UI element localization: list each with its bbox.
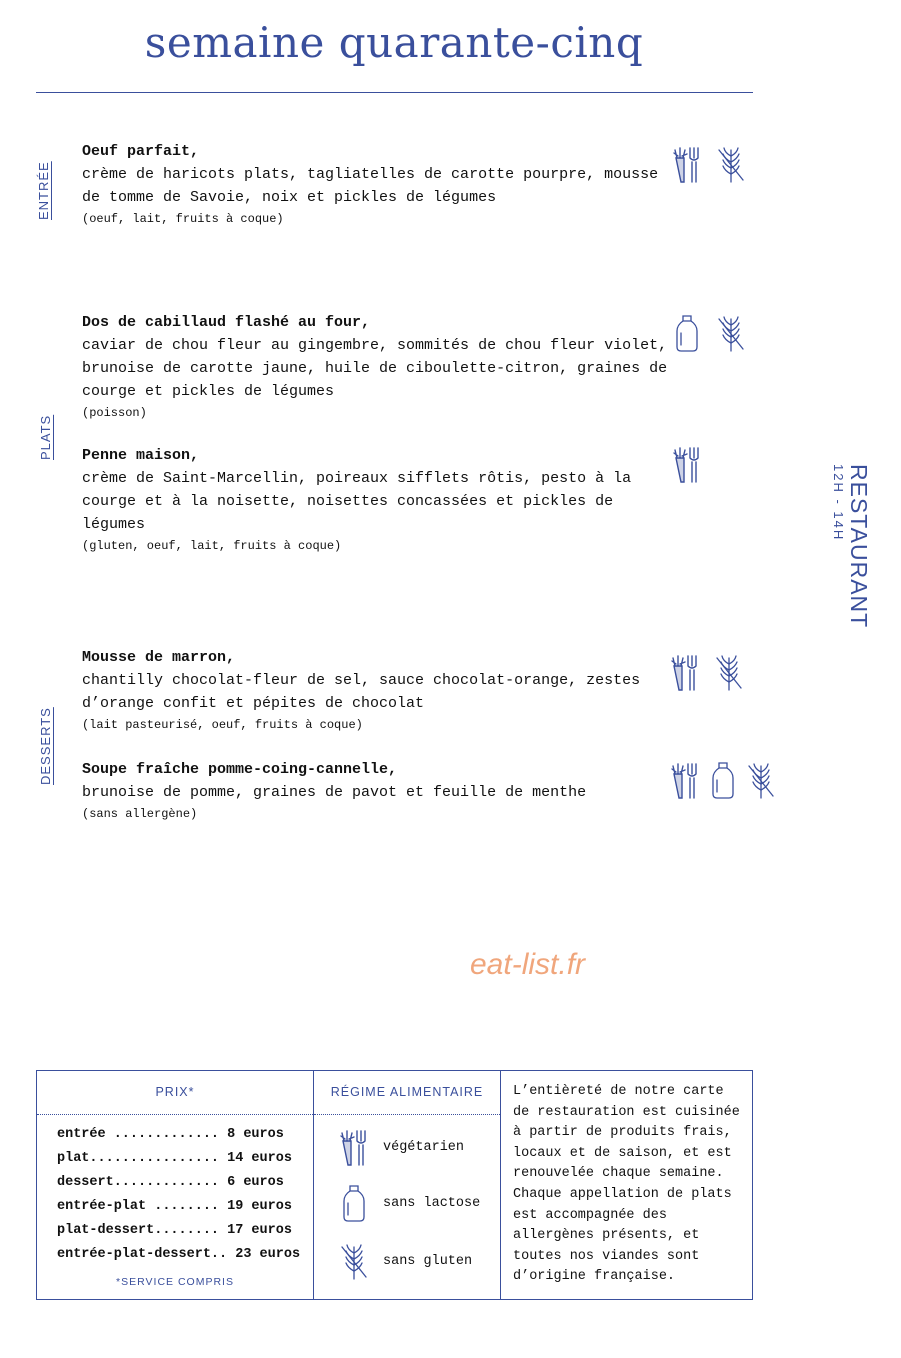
- dish-item: [82, 758, 672, 824]
- vegetarian-icon: [672, 444, 702, 484]
- info-box: [36, 1070, 753, 1300]
- dish-description: brunoise de pomme, graines de pavot et feuille de menthe: [82, 784, 587, 801]
- dish-allergens: (gluten, oeuf, lait, fruits à coque): [82, 539, 342, 553]
- dish-item: [82, 311, 672, 423]
- price-row: entrée-plat ........ 19 euros: [57, 1199, 292, 1214]
- price-list: [57, 1123, 309, 1267]
- price-row: entrée ............. 8 euros: [57, 1127, 284, 1142]
- section-label-plats: PLATS: [38, 414, 53, 460]
- dish-name: Dos de cabillaud flashé au four,: [82, 314, 371, 331]
- price-row: dessert............. 6 euros: [57, 1175, 284, 1190]
- dish-name: Mousse de marron,: [82, 649, 236, 666]
- gluten-free-icon: [716, 313, 746, 353]
- price-row: plat-dessert........ 17 euros: [57, 1223, 292, 1238]
- diet-label: sans lactose: [383, 1195, 481, 1211]
- dish-icons: [672, 144, 746, 184]
- diet-column: [314, 1071, 501, 1299]
- gluten-free-icon: [716, 144, 746, 184]
- service-note: *SERVICE COMPRIS: [116, 1276, 234, 1288]
- gluten-free-icon: [746, 760, 776, 800]
- vegetarian-icon: [339, 1127, 369, 1167]
- dish-name: Penne maison,: [82, 447, 200, 464]
- restaurant-label: RESTAURANT: [846, 464, 872, 629]
- dish-item: [82, 140, 672, 229]
- gluten-free-icon: [714, 652, 744, 692]
- dish-item: [82, 444, 672, 556]
- vegetarian-icon: [670, 760, 700, 800]
- diet-row: [339, 1183, 480, 1223]
- diet-row: [339, 1241, 472, 1281]
- gluten-free-icon: [339, 1241, 369, 1281]
- info-text: L’entièreté de notre carte de restauration est cuisinée à partir de produits frais, locaux et de saison, et est renouvelée chaque semaine. Chaque appellation de plats est accompagnée des allergènes présents, et toutes nos viandes sont d’origine française.: [513, 1084, 740, 1285]
- lactose-free-icon: [708, 760, 738, 800]
- diet-label: sans gluten: [383, 1253, 473, 1269]
- restaurant-hours: 12H - 14H: [831, 464, 846, 542]
- dish-icons: [672, 313, 746, 353]
- dish-item: [82, 646, 672, 735]
- dish-allergens: (lait pasteurisé, oeuf, fruits à coque): [82, 718, 363, 732]
- title-divider: [36, 92, 753, 93]
- dish-name: Soupe fraîche pomme-coing-cannelle,: [82, 761, 398, 778]
- dish-icons: [672, 444, 702, 484]
- dish-description: caviar de chou fleur au gingembre, sommités de chou fleur violet, brunoise de carotte jaune, huile de ciboulette-citron, graines de courge et pickles de légumes: [82, 337, 668, 400]
- price-header: PRIX*: [37, 1071, 313, 1115]
- dish-description: crème de Saint-Marcellin, poireaux sifflets rôtis, pesto à la courge et à la noisette, noisettes concassées et pickles de légumes: [82, 470, 632, 533]
- diet-label: végétarien: [383, 1139, 465, 1155]
- diet-row: [339, 1127, 464, 1167]
- restaurant-hours-banner: [830, 464, 872, 628]
- dish-description: crème de haricots plats, tagliatelles de carotte pourpre, mousse de tomme de Savoie, noix et pickles de légumes: [82, 166, 659, 206]
- section-label-entree: ENTRÉE: [36, 161, 51, 220]
- dish-description: chantilly chocolat-fleur de sel, sauce chocolat-orange, zestes d’orange confit et pépites de chocolat: [82, 672, 641, 712]
- section-label-desserts: DESSERTS: [38, 707, 53, 785]
- price-column: [37, 1071, 314, 1299]
- diet-header: RÉGIME ALIMENTAIRE: [314, 1071, 500, 1115]
- dish-allergens: (poisson): [82, 406, 147, 420]
- vegetarian-icon: [670, 652, 700, 692]
- watermark: eat-list.fr: [470, 948, 586, 981]
- dish-icons: [670, 760, 776, 800]
- page-title: semaine quarante-cinq: [144, 18, 644, 67]
- price-row: plat................ 14 euros: [57, 1151, 292, 1166]
- price-row: entrée-plat-dessert.. 23 euros: [57, 1247, 301, 1262]
- dish-allergens: (oeuf, lait, fruits à coque): [82, 212, 284, 226]
- dish-icons: [670, 652, 744, 692]
- vegetarian-icon: [672, 144, 702, 184]
- lactose-free-icon: [339, 1183, 369, 1223]
- dish-name: Oeuf parfait,: [82, 143, 200, 160]
- dish-allergens: (sans allergène): [82, 807, 198, 821]
- lactose-free-icon: [672, 313, 702, 353]
